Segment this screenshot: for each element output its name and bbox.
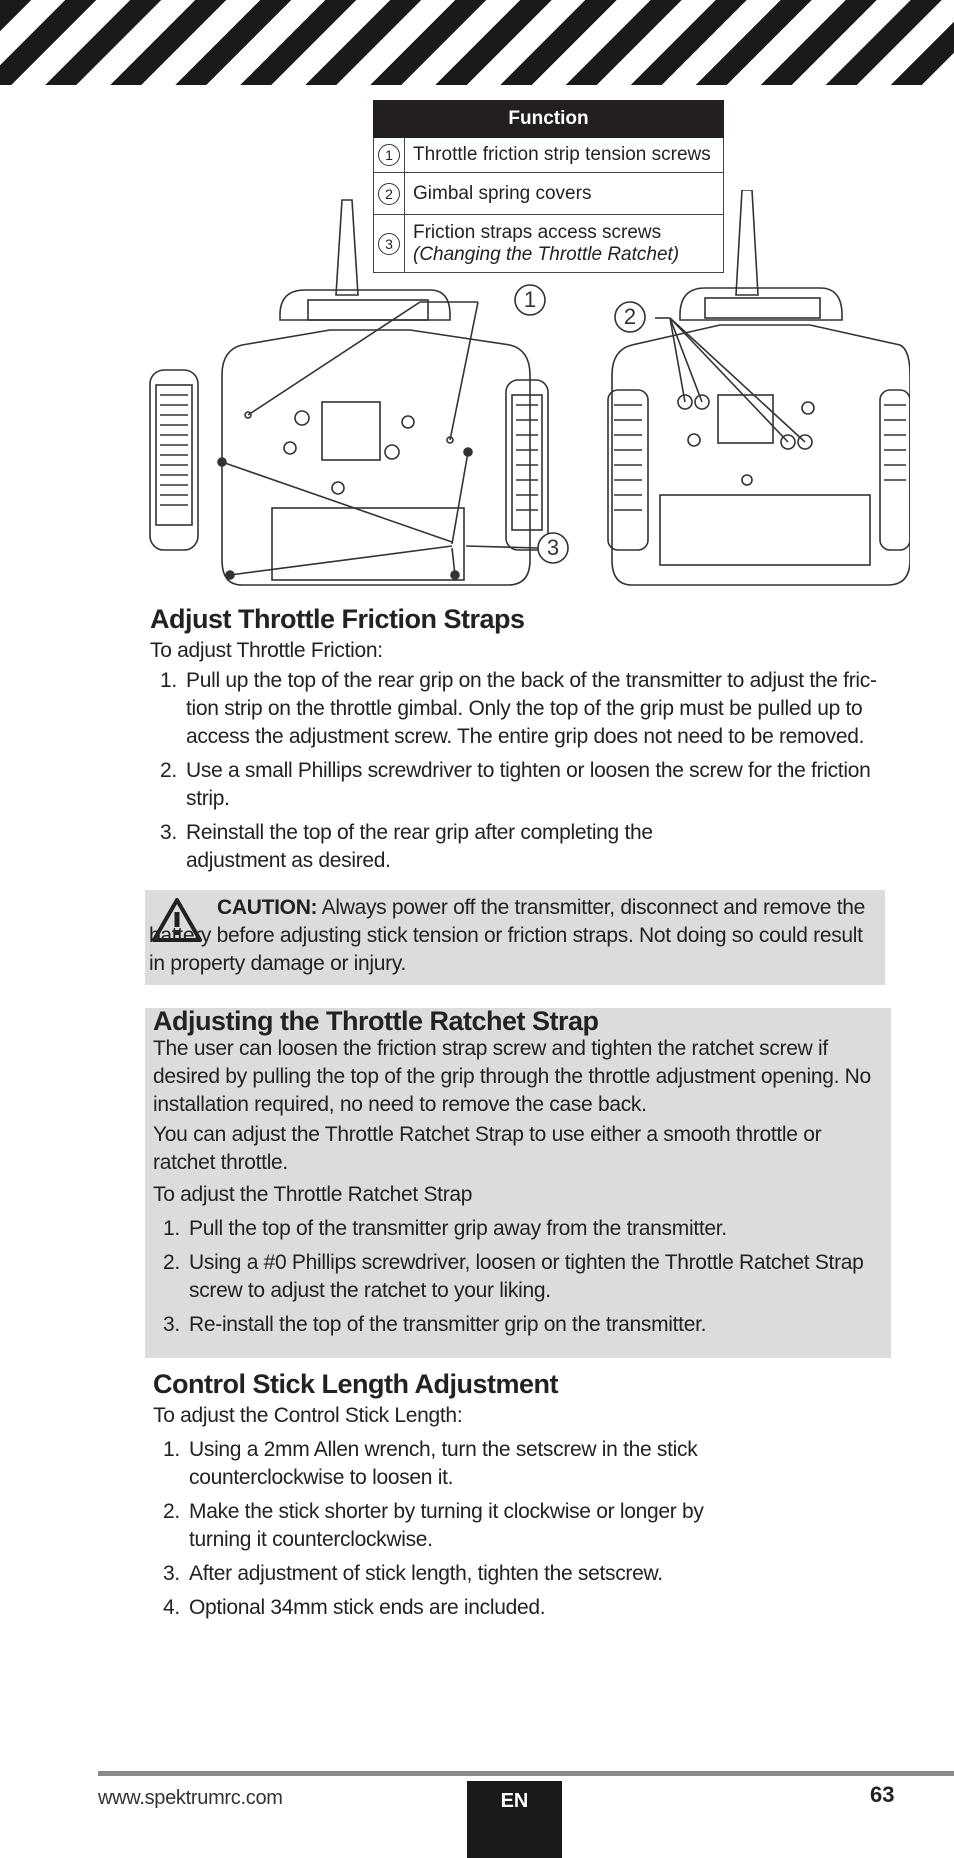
transmitter-front-view [608, 190, 910, 585]
section-paragraph: You can adjust the Throttle Ratchet Strap to use either a smooth throttle or ratchet throttle. [153, 1123, 822, 1174]
caution-text [149, 894, 879, 978]
step-text: Optional 34mm stick ends are included. [189, 1596, 546, 1619]
list-item [153, 1498, 719, 1554]
caution-body: Always power off the transmitter, disconnect and remove the battery before adjusting stick tension or friction straps. Not doing so could result in property damage or injury. [149, 896, 866, 975]
section-intro: To adjust the Control Stick Length: [153, 1404, 463, 1427]
page-number: 63 [870, 1782, 895, 1807]
ratchet-strap-section [153, 1007, 888, 1345]
step-text: Using a 2mm Allen wrench, turn the setscrew in the stick counterclockwise to loosen it. [189, 1438, 698, 1489]
section-title: Adjusting the Throttle Ratchet Strap [153, 1006, 599, 1036]
list-item [153, 1594, 903, 1622]
step-number: 3. [160, 821, 177, 844]
step-text: Reinstall the top of the rear grip after completing the adjustment as desired. [186, 821, 653, 872]
section-title: Control Stick Length Adjustment [153, 1369, 558, 1399]
callout-3-label: 3 [546, 535, 560, 560]
step-text: Pull the top of the transmitter grip away from the transmitter. [189, 1217, 727, 1240]
step-number: 2. [160, 759, 177, 782]
step-text: Using a #0 Phillips screwdriver, loosen or tighten the Throttle Ratchet Strap screw to adjust the ratchet to your liking. [189, 1251, 864, 1302]
callout-number: 1 [378, 144, 400, 166]
function-table-header: Function [374, 101, 724, 138]
transmitter-back-illustration [130, 190, 910, 590]
steps-list [153, 1436, 903, 1622]
hazard-stripe-banner [0, 0, 954, 85]
step-text: Re-install the top of the transmitter grip on the transmitter. [189, 1313, 707, 1336]
step-number: 1. [163, 1217, 180, 1240]
language-tab: EN [467, 1781, 562, 1858]
step-text: Make the stick shorter by turning it clockwise or longer by turning it counterclockwise. [189, 1500, 704, 1551]
section-intro: To adjust Throttle Friction: [150, 639, 383, 662]
list-item [153, 1249, 869, 1305]
step-number: 2. [163, 1500, 180, 1523]
function-text: Gimbal spring covers [405, 173, 724, 215]
control-stick-section [153, 1370, 903, 1628]
section-intro: To adjust the Throttle Ratchet Strap [153, 1183, 473, 1206]
step-number: 3. [163, 1313, 180, 1336]
step-number: 2. [163, 1251, 180, 1274]
callout-2-label: 2 [623, 304, 637, 329]
step-number: 1. [163, 1438, 180, 1461]
table-row [374, 138, 724, 173]
step-text: Pull up the top of the rear grip on the back of the transmitter to adjust the fric-tion strip on the throttle gimbal. Only the top of the grip must be pulled up to access the adjustment screw. The entire grip does not need to be removed. [186, 669, 877, 748]
section-title: Adjust Throttle Friction Straps [150, 604, 525, 634]
step-text: After adjustment of stick length, tighten the setscrew. [189, 1562, 663, 1585]
caution-label: CAUTION: [217, 896, 318, 919]
callout-1-label: 1 [523, 287, 537, 312]
section-paragraph: The user can loosen the friction strap screw and tighten the ratchet screw if desired by pulling the top of the grip through the throttle adjustment opening. No installation required, no need to remove the case back. [153, 1037, 871, 1116]
caution-box [145, 890, 885, 985]
step-text: Use a small Phillips screwdriver to tighten or loosen the screw for the friction strip. [186, 759, 871, 810]
step-number: 4. [163, 1596, 180, 1619]
function-text: Friction straps access screws [413, 221, 662, 243]
list-item [150, 757, 900, 813]
footer-divider [98, 1771, 954, 1776]
list-item [153, 1560, 903, 1588]
steps-list [150, 667, 900, 875]
friction-straps-section [150, 605, 900, 881]
function-note: (Changing the Throttle Ratchet) [413, 243, 680, 265]
list-item [153, 1215, 888, 1243]
list-item [153, 1436, 729, 1492]
function-text: Throttle friction strip tension screws [405, 138, 724, 173]
step-number: 1. [160, 669, 177, 692]
list-item [153, 1311, 888, 1339]
list-item [150, 667, 900, 751]
steps-list [153, 1215, 888, 1339]
callout-number: 2 [378, 183, 400, 205]
transmitter-rear-view [150, 200, 548, 585]
step-number: 3. [163, 1562, 180, 1585]
callout-number: 3 [378, 233, 400, 255]
footer-url[interactable]: www.spektrumrc.com [98, 1787, 283, 1809]
list-item [150, 819, 676, 875]
